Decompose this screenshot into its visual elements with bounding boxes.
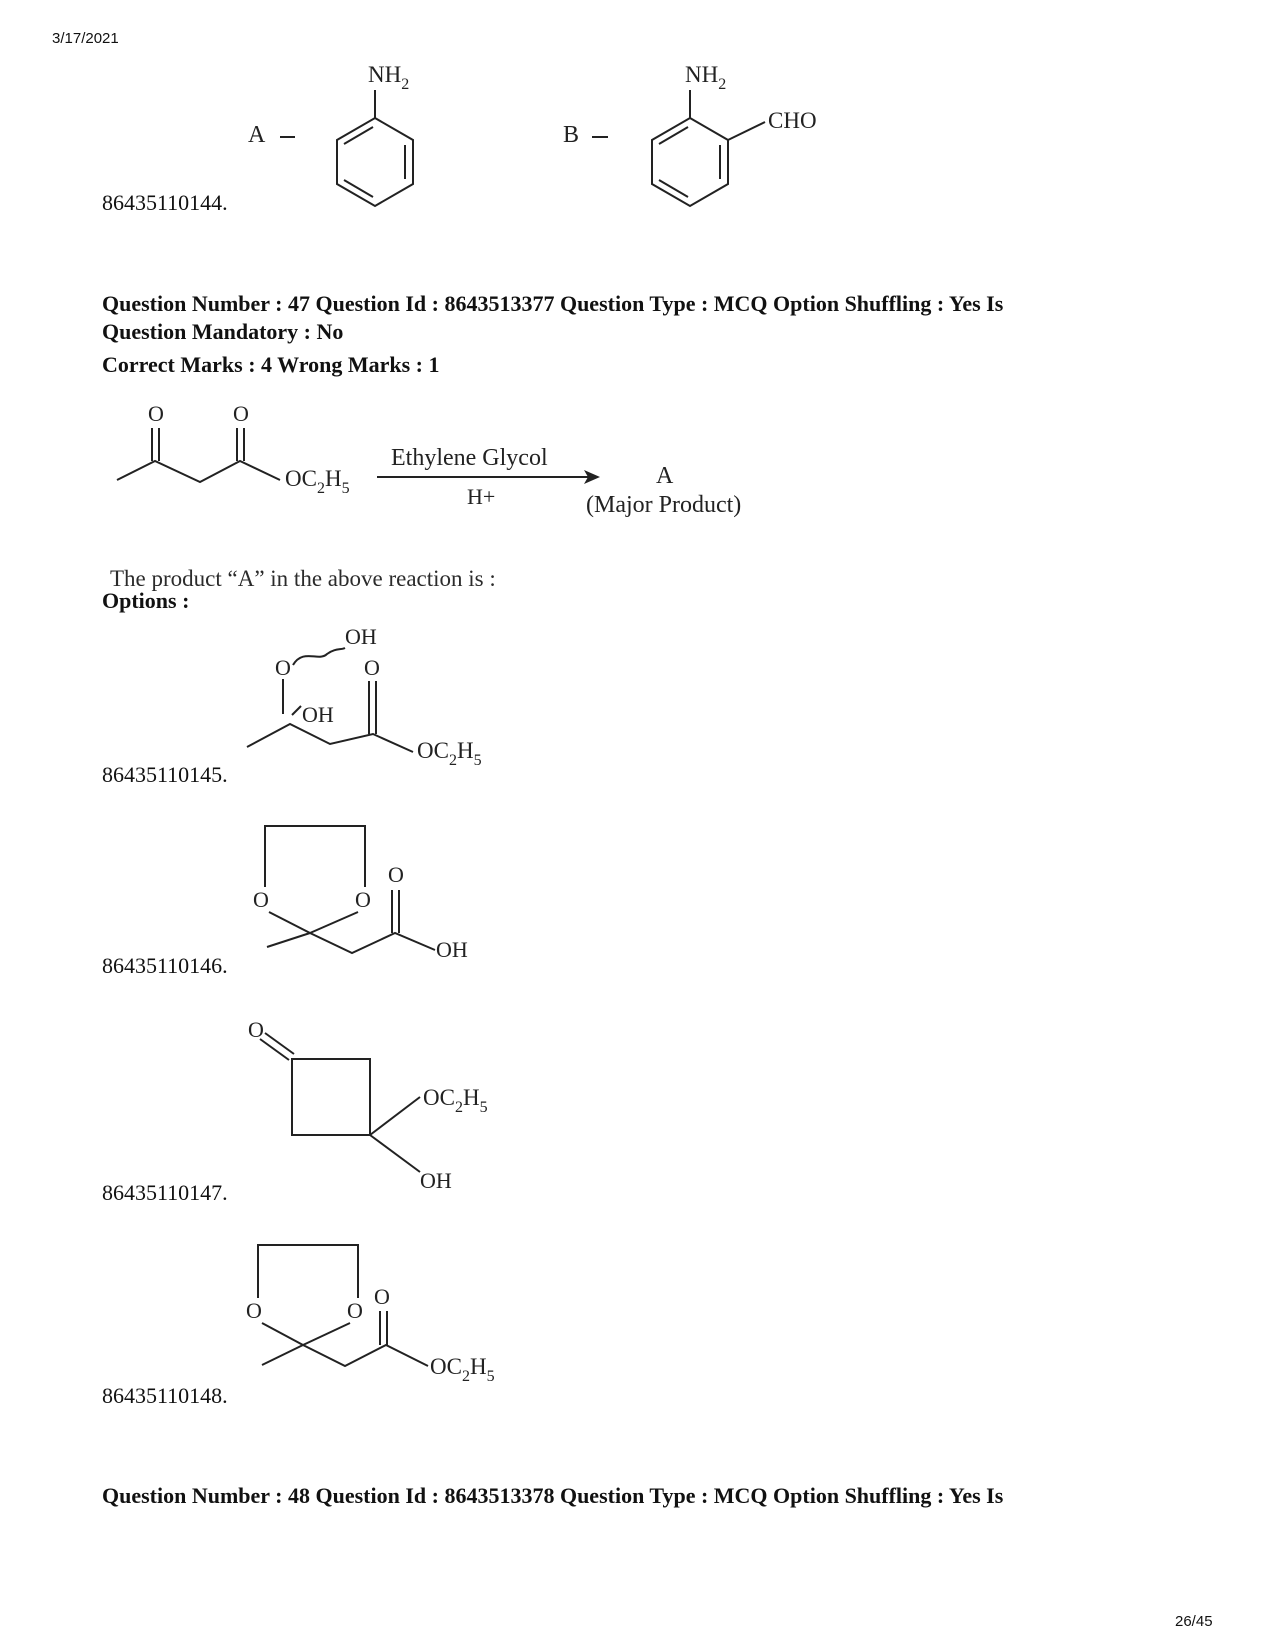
option-id-86435110147[interactable]: 86435110147. [102, 1180, 228, 1205]
question-47-marks: Correct Marks : 4 Wrong Marks : 1 [102, 352, 440, 377]
product-label: A [656, 463, 674, 489]
svg-text:OC2H5: $OC_2H_5$ [430, 1354, 495, 1385]
label-b: B [563, 122, 580, 148]
svg-text:OH: OH [420, 1168, 452, 1193]
catalyst-label: H+ [467, 484, 496, 509]
svg-text:O: O [347, 1298, 363, 1323]
reaction-scheme [115, 400, 815, 540]
svg-text:OH: OH [302, 702, 334, 727]
option-1-structure [245, 620, 525, 780]
option-3-structure [245, 1012, 535, 1202]
svg-text:O: O [233, 401, 249, 426]
reagent-label: Ethylene Glycol [391, 445, 548, 471]
svg-text:O: O [248, 1017, 264, 1042]
svg-text:OC2H5: $OC_2H_5$ [285, 466, 350, 497]
option-id-86435110145[interactable]: 86435110145. [102, 762, 228, 787]
svg-text:O: O [275, 655, 291, 680]
question-47-header-line2: Question Mandatory : No [102, 319, 344, 344]
nh2-label: $NH_2$ [368, 62, 410, 93]
question-47-header-line1: Question Number : 47 Question Id : 8643513377 Question Type : MCQ Option Shuffling : Yes Is [102, 291, 1004, 316]
structure-a-aniline [240, 58, 440, 208]
svg-text:O: O [148, 401, 164, 426]
svg-text:O: O [246, 1298, 262, 1323]
svg-text:O: O [253, 887, 269, 912]
question-47-header [102, 290, 1182, 346]
question-48-header: Question Number : 48 Question Id : 8643513378 Question Type : MCQ Option Shuffling : Yes Is [102, 1483, 1004, 1508]
label-a: A [248, 122, 266, 148]
svg-text:O: O [355, 887, 371, 912]
print-date: 3/17/2021 [52, 30, 119, 47]
question-stem: The product “A” in the above reaction is : [110, 566, 496, 591]
svg-text:OH: OH [345, 624, 377, 649]
option-4-structure [240, 1238, 530, 1398]
svg-text:OH: OH [436, 937, 468, 962]
structure-b-aminobenzaldehyde [560, 58, 850, 208]
svg-text:OC2H5: $OC_2H_5$ [423, 1085, 488, 1116]
options-label: Options : [102, 588, 190, 613]
page-number: 26/45 [1175, 1613, 1213, 1630]
svg-text:O: O [374, 1284, 390, 1309]
option-2-structure [245, 820, 505, 970]
cho-label: CHO [768, 108, 817, 133]
option-id-86435110148[interactable]: 86435110148. [102, 1383, 228, 1408]
product-note: (Major Product) [586, 492, 742, 518]
option-id-86435110146[interactable]: 86435110146. [102, 953, 228, 978]
svg-text:OC2H5: $OC_2H_5$ [417, 738, 482, 769]
svg-text:O: O [364, 655, 380, 680]
svg-text:O: O [388, 862, 404, 887]
option-id-86435110144: 86435110144. [102, 190, 228, 215]
nh2-label: $NH_2$ [685, 62, 727, 93]
